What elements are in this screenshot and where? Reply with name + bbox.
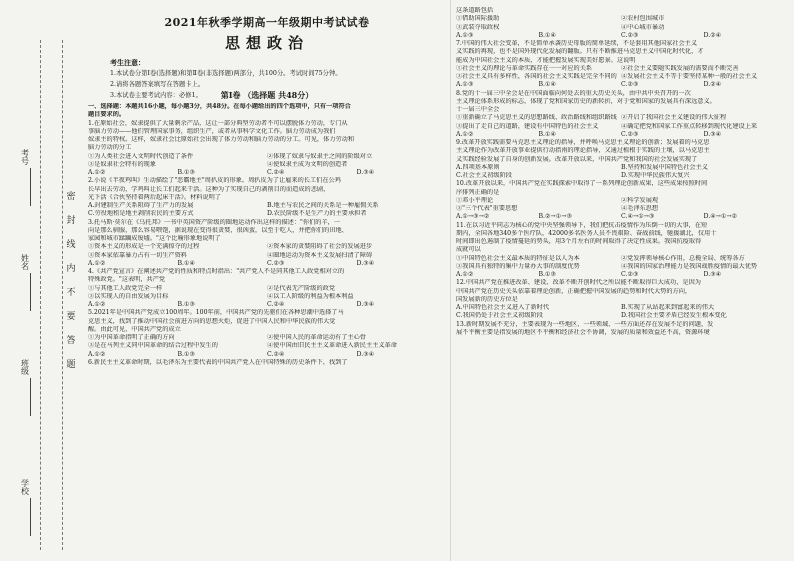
option-text[interactable]: A.中国特色社会主义进入了新时代 <box>456 304 550 311</box>
question-text: 时间即出色遏制了疫情蔓延的势头，用3个月左右的时间取得了决定性成果。我国抗疫取得 <box>456 238 702 245</box>
option-row <box>456 205 786 213</box>
option-row <box>88 293 446 301</box>
question-text: 6.新民主主义革命时期，以毛泽东为主要代表的中国共产党人在中国特殊的历史条件下，找到了 <box>88 358 348 366</box>
answer-choice[interactable]: B.①③ <box>177 350 196 358</box>
question-text: 奴隶主的特权。这样，奴隶社会比原始社会出现了体力劳动和脑力劳动的分工。可见，体力劳动和 <box>88 136 355 143</box>
option-row <box>456 304 786 312</box>
option-text[interactable]: ④毛泽东思想 <box>621 205 659 212</box>
answer-row <box>456 81 786 89</box>
option-text[interactable]: ④中心城市暴动 <box>621 23 665 31</box>
question-text: 国发展新的历史方位是 <box>456 295 518 303</box>
question <box>456 279 786 320</box>
answer-choice[interactable]: C.④→①→③ <box>621 213 655 221</box>
option-text[interactable]: A.封建制生产关系阻碍了生产力的发展 <box>88 202 194 209</box>
answer-row <box>88 301 446 309</box>
answer-choice[interactable]: A.①② <box>88 169 106 176</box>
answer-row <box>456 271 786 279</box>
option-text[interactable]: ①社会主义的理论与革命实践存在一一对应的关系 <box>456 64 593 72</box>
answer-choice[interactable]: A.①→③→② <box>456 213 490 221</box>
answer-choice[interactable]: A.①② <box>456 130 474 138</box>
option-text[interactable]: C.社会主义初级阶段 <box>456 172 512 179</box>
option-text[interactable]: D.农民阶级不是生产力的主要承担者 <box>267 210 367 218</box>
option-row <box>88 210 446 218</box>
binding-dashed-line <box>62 40 63 550</box>
label-school: 学校 <box>21 479 29 496</box>
option-text[interactable]: ④发展社会主义不等于要坚持某种一般的社会主义 <box>621 73 758 80</box>
option-text[interactable]: ③"三个代表"重要思想 <box>456 205 518 212</box>
question <box>456 7 786 40</box>
answer-choice[interactable]: B.①④ <box>538 130 557 138</box>
question-text: 序排列正确的是 <box>456 188 500 196</box>
question-text: 12.中国共产党在推进改革、建设、改革不断开创时代之所以能不断取得巨大成功，是因为 <box>456 279 701 287</box>
field-name[interactable] <box>20 273 31 311</box>
question <box>456 40 786 90</box>
question-text: 9.改革开放实践需要马克思主义理论的指导，并呼唤马克思主义理论的创新；发展着的马克思 <box>456 139 710 146</box>
answer-choice[interactable]: D.③④ <box>703 271 722 278</box>
question-text: 长早出去劳动，学鸡叫让长工们起来干活。这种为了实现自己的剥削目的而造成的悲剧， <box>88 185 330 193</box>
answer-choice[interactable]: A.①② <box>88 301 106 308</box>
question-text: 光下活《合伙坚持着两后起床干活》。材料说明了 <box>88 193 222 201</box>
option-row <box>88 243 446 251</box>
option-text[interactable]: ③武装夺取政权 <box>456 23 500 31</box>
question-text: 这条道路包括 <box>456 7 494 14</box>
exam-title: 2021年秋季学期高一年级期中考试试卷 <box>164 16 370 29</box>
section-instruction: 一、选择题：本题共16小题，每小题3分，共48分。在每小题给出的四个选项中，只有一项符合 <box>88 103 351 110</box>
question-text: 7.中国的伟大社会变革，不是简单承袭历史母版的简单延续，不是套用其他国家社会主义 <box>456 40 698 47</box>
answer-row <box>456 131 786 139</box>
option-row <box>456 114 786 122</box>
answer-choice[interactable]: D.③④ <box>356 259 375 267</box>
question <box>456 90 786 140</box>
answer-choice[interactable]: D.④→①→② <box>703 213 738 221</box>
answer-choice[interactable]: C.②④ <box>267 350 285 358</box>
question-text: 5.2021年是中国共产党成立100周年。100年前，中国共产党的先驱们在各种思潮中选择了马 <box>88 309 344 317</box>
option-row <box>88 342 446 350</box>
option-row <box>456 255 786 263</box>
option-text[interactable]: ③提出了走自己的道路，建设有中国特色的社会主义 <box>456 122 599 130</box>
label-class: 班级 <box>21 359 29 376</box>
question-text: 13.新时期发展不充分，主要表现为一些地区、一些领域、一些方面还存在发展不足的问题，发 <box>456 320 714 328</box>
option-row <box>456 73 786 81</box>
answer-choice[interactable]: C.②③ <box>621 81 639 89</box>
option-text[interactable]: ②资本家的贪婪阻碍了社会的发展进步 <box>267 243 373 251</box>
option-text[interactable]: A.四项基本原则 <box>456 163 500 171</box>
option-text[interactable]: ④使奴隶主成为文明的创造者 <box>267 160 348 168</box>
option-text[interactable]: ③是在马列主义同中国革命的结合过程中发生的 <box>88 342 218 350</box>
option-text[interactable]: ④以工人阶级的利益为根本利益 <box>267 292 354 300</box>
option-row <box>456 263 786 271</box>
option-row <box>456 312 786 320</box>
question <box>456 222 786 280</box>
option-text[interactable]: C.劳役地租是地主剥削农民的主要方式 <box>88 210 194 218</box>
option-row <box>456 197 786 205</box>
option-text[interactable]: ①借助国际援助 <box>456 15 500 23</box>
option-text[interactable]: ①为人类社会进入文明时代创造了条件 <box>88 152 194 160</box>
notice-heading: 考生注意： <box>110 58 145 67</box>
question <box>88 359 446 367</box>
answer-choice[interactable]: C.②③ <box>621 31 639 39</box>
subject-title: 思想政治 <box>224 34 309 52</box>
answer-choice[interactable]: B.①④ <box>538 31 557 39</box>
question-text: 事脑力劳动——他们管理国家事务，组织生产，或者从事科学文化工作。脑力劳动成为我们 <box>88 127 336 135</box>
question-text: 克思主义，找到了推动中国社会前进方向的思想火炬，促进了中国人民和中华民族的伟大觉 <box>88 317 336 325</box>
label-name: 姓名 <box>21 254 29 271</box>
option-text[interactable]: ②社会主义要随实践发展的需要而不断完善 <box>621 64 739 72</box>
option-row <box>456 123 786 131</box>
column-divider <box>450 0 451 561</box>
option-text[interactable]: ④我国的国家治理能力是我国战胜疫情的最大优势 <box>621 262 758 270</box>
question <box>88 177 446 218</box>
option-row <box>88 252 446 260</box>
option-text[interactable]: ②科学发展观 <box>621 196 659 204</box>
answer-choice[interactable]: B.①③ <box>177 169 196 176</box>
question <box>88 268 446 309</box>
question <box>88 219 446 269</box>
notice-item: 3.本试卷主要考试内容：必修1。 <box>110 92 202 99</box>
answer-choice[interactable]: D.③④ <box>356 350 375 358</box>
question-text: 8.党的十一届三中全会是在中国面临向何处去的重大历史关头，由中共中央召开的一次 <box>456 89 691 97</box>
question-text: 能成为中国社会主义的本质，才能把握发展实现美好愿景。这说明 <box>456 56 636 64</box>
answer-choice[interactable]: C.②③ <box>621 271 639 278</box>
option-text[interactable]: B.坚持和发展中国特色社会主义 <box>621 163 708 171</box>
option-text[interactable]: C.我国仍处于社会主义初级阶段 <box>456 312 543 320</box>
question <box>88 120 446 178</box>
answer-choice[interactable]: A.①② <box>456 271 474 278</box>
question-text: 期内，全国各地340多个医疗队，42000多名医务人员不畏艰险、奋战前线，驰援湖北，仅用十 <box>456 229 717 237</box>
question <box>88 309 446 359</box>
question-text: 向是那么驯服，那么容易喂饱，据说现在变得很贪婪，很凶蛮，以至于吃人，并把你们的田地、 <box>88 226 348 234</box>
field-exam-number[interactable] <box>20 168 31 206</box>
question-text: 2.小说《半夜鸡叫》生动描绘了"恶霸地主"周扒皮的形象。周扒皮为了让雇来的长工们在公鸡 <box>88 177 341 185</box>
option-text[interactable]: ①中国特色社会主义最本质的特征是以人为本 <box>456 254 580 262</box>
section-title: 第Ⅰ卷 （选择题 共48分） <box>220 90 314 100</box>
question-text: 主义理论体系形成的标志，体现了党和国家历史的新转折，对于党和国家的发展具有深远意义。 <box>456 97 716 105</box>
answer-choice[interactable]: D.②④ <box>703 81 722 89</box>
section-instruction: 题目要求的。 <box>88 111 126 119</box>
answer-choice[interactable]: C.②④ <box>267 169 285 176</box>
answer-row <box>88 351 446 359</box>
question-text: 义实践的再现，也不是国外现代化发展的翻版。只有不断推进马克思主义中国化时代化，才 <box>456 48 704 56</box>
answer-choice[interactable]: B.①③ <box>538 271 557 278</box>
question-text: 11.在以习近平同志为核心的党中央坚强领导下，我们把抗击疫情作为压倒一切的大事，在短 <box>456 221 708 229</box>
option-text[interactable]: ①资本主义的形成是一个充满掠夺的过程 <box>88 243 200 251</box>
option-row <box>88 285 446 293</box>
question-text: 主义理论作为改革开放事业提供行动指南的理论指导，又通过植根于实践的土壤，以马克思主 <box>456 147 710 155</box>
question-list <box>456 7 786 337</box>
answer-choice[interactable]: B.①③ <box>177 301 196 308</box>
option-text[interactable]: D.我国社会主要矛盾已经发生根本变化 <box>621 312 727 320</box>
left-column <box>88 88 446 367</box>
question-text: 成就可以 <box>456 246 481 254</box>
answer-choice[interactable]: D.③④ <box>356 169 375 176</box>
answer-choice[interactable]: A.①③ <box>456 81 474 89</box>
question-text: 家园和城市蹂躏成废墟。"这个比喻形象地说明了 <box>88 235 221 242</box>
option-row <box>456 15 786 23</box>
option-row <box>88 153 446 161</box>
notice-item: 2.请将各题答案填写在答题卡上。 <box>110 81 205 88</box>
question-text: 义实践经验发展了自身的创新发展。改革开放以来，中国共产党和我国的社会发展实现了 <box>456 155 698 163</box>
option-text[interactable]: ①重新确立了马克思主义的思想路线、政治路线和组织路线 <box>456 114 617 122</box>
question-text: 展不平衡主要是指发展的地区不平衡和经济社会不协调，发展的质量和效益还不高，资源环境 <box>456 328 710 336</box>
option-row <box>456 164 786 172</box>
question-text: 十一届三中全会 <box>456 106 500 113</box>
option-text[interactable]: ③是奴隶社会特有的现象 <box>88 160 157 168</box>
option-text[interactable]: ①邓小平理论 <box>456 196 494 204</box>
question-text: 特殊政党。"这表明，共产党 <box>88 276 166 284</box>
option-row <box>456 24 786 32</box>
option-text[interactable]: B.地主与农民之间的关系是一种雇佣关系 <box>267 202 379 209</box>
answer-choice[interactable]: D.②④ <box>703 31 722 39</box>
option-text[interactable]: ③社会主义具有多样性，各国的社会主义实践是完全不同的 <box>456 73 617 80</box>
answer-choice[interactable]: A.①② <box>88 259 106 267</box>
question-text: 4.《共产党宣言》在阐述共产党的性质和特点时指出："共产党人不是同其他工人政党相对立的 <box>88 268 345 275</box>
question <box>456 321 786 338</box>
question-text: 1.在原始社会，奴隶提供了大量剩余产品，这让一部分典型劳动者不可以摆脱体力劳动，专门从 <box>88 119 348 127</box>
option-row <box>88 202 446 210</box>
option-text[interactable]: ③资本家依靠暴力占有一切生产资料 <box>88 251 187 259</box>
question <box>456 139 786 180</box>
option-text[interactable]: ②是代表无产阶级的政党 <box>267 284 336 292</box>
binding-margin <box>0 0 82 561</box>
answer-choice[interactable]: B.①④ <box>177 259 196 267</box>
question-text: 中国共产党在历史关头依靠着理论创新，正确把握中国发展的趋势和时代大势的方向， <box>456 287 692 295</box>
option-row <box>456 172 786 180</box>
option-text[interactable]: ④圈地运动为资本主义发展扫清了障碍 <box>267 251 373 259</box>
field-school[interactable] <box>20 498 31 536</box>
answer-row <box>456 32 786 40</box>
question-text: 脑力劳动的分工 <box>88 144 132 152</box>
option-text[interactable]: ④确定把党和国家工作重点转移到现代化建设上来 <box>621 122 758 130</box>
option-text[interactable]: ②党发挥领导核心作用，总揽全局、统筹各方 <box>621 254 745 262</box>
notice-item: 1.本试卷分第Ⅰ卷(选择题)和第Ⅱ卷(非选择题)两部分，共100分。考试时间75分钟。 <box>110 70 342 77</box>
option-text[interactable]: ②农村包围城市 <box>621 15 665 23</box>
option-text[interactable]: ③我国具有独特的集中力量办大事的制度优势 <box>456 262 580 270</box>
option-row <box>88 161 446 169</box>
binding-dashed-line <box>40 40 41 550</box>
answer-choice[interactable]: C.②④ <box>267 301 285 308</box>
label-exam-number: 考号 <box>21 149 29 166</box>
right-column <box>456 7 786 337</box>
field-class[interactable] <box>20 378 31 416</box>
option-text[interactable]: B.实现了从站起来到富起来的伟大 <box>621 304 715 311</box>
question-text: 醒。由此可见，中国共产党的成立 <box>88 325 181 333</box>
answer-choice[interactable]: C.②③ <box>621 130 639 138</box>
option-text[interactable]: ①为中国革命指明了正确的方向 <box>88 334 175 341</box>
option-text[interactable]: ②体现了奴隶与奴隶主之间的阶级对立 <box>267 152 373 160</box>
option-text[interactable]: ④使中国由旧民主主义革命进入新民主主义革命 <box>267 342 397 350</box>
option-text[interactable]: ①与其他工人政党完全一样 <box>88 284 163 292</box>
answer-choice[interactable]: D.③④ <box>356 301 375 308</box>
answer-choice[interactable]: C.②③ <box>267 259 285 267</box>
option-row <box>456 65 786 73</box>
answer-row <box>88 260 446 268</box>
option-text[interactable]: ②使中国人民的革命运动有了主心骨 <box>267 334 366 341</box>
option-row <box>88 334 446 342</box>
question <box>456 180 786 221</box>
seal-line-text: 密封线内不要答题 <box>66 192 76 370</box>
answer-row <box>456 213 786 221</box>
answer-choice[interactable]: D.③④ <box>703 130 722 138</box>
option-text[interactable]: ②开启了我国社会主义建设的伟大征程 <box>621 114 727 122</box>
option-text[interactable]: ③以实现人的自由发展为目标 <box>88 292 169 300</box>
answer-row <box>88 169 446 177</box>
answer-choice[interactable]: B.①④ <box>538 81 557 89</box>
answer-choice[interactable]: B.②→①→③ <box>538 213 573 221</box>
option-text[interactable]: D.实现中华民族伟大复兴 <box>621 172 690 179</box>
answer-choice[interactable]: A.①② <box>88 350 106 358</box>
question-list <box>88 120 446 368</box>
question-text: 3.托马斯·莫尔在《乌托邦》一书中英国资产阶级的圈地运动作出这样的描述："你们的羊，一 <box>88 218 341 226</box>
answer-choice[interactable]: A.①③ <box>456 31 474 39</box>
question-text: 10.改革开放以来，中国共产党在实践探索中取得了一系列理论创新成果，这些成果按照时间 <box>456 180 708 188</box>
